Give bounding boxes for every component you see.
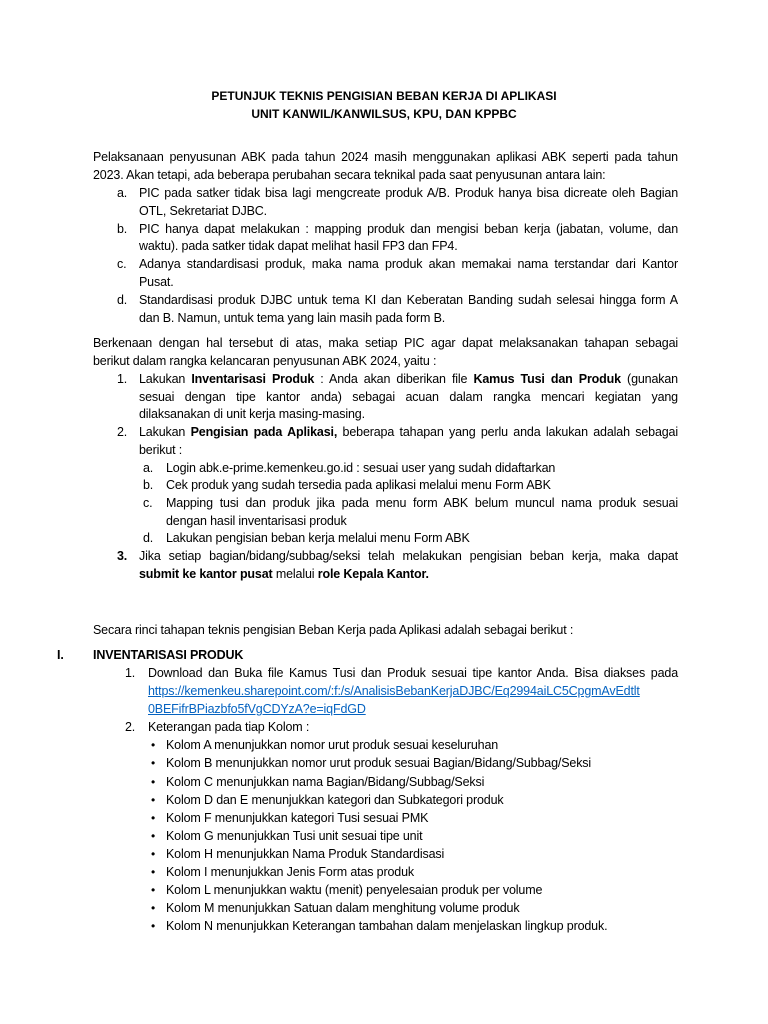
substep-line: Lakukan pengisian beban kerja melalui menu Form ABK xyxy=(166,531,470,546)
list-marker: a. xyxy=(117,186,128,200)
bullet-text: Kolom A menunjukkan nomor urut produk sesuai keseluruhan xyxy=(166,738,499,753)
change-item-c xyxy=(117,256,678,292)
step-item-1 xyxy=(117,371,678,424)
bullet-item xyxy=(151,881,678,899)
bold-term: Kamus Tusi dan Produk xyxy=(473,372,621,386)
change-line: Adanya standardisasi produk, maka nama produk akan memakai nama terstandar dari Kantor xyxy=(139,257,678,272)
bullet-text: Kolom H menunjukkan Nama Produk Standardisasi xyxy=(166,846,445,861)
steps-intro-line: Berkenaan dengan hal tersebut di atas, maka setiap PIC agar dapat melaksanakan tahapan sebagai xyxy=(93,336,678,350)
change-line: waktu). pada satker tidak dapat melihat hasil FP3 dan FP4. xyxy=(139,239,458,254)
bullet-icon: • xyxy=(151,810,156,825)
text-segment: : Anda akan diberikan file xyxy=(314,372,474,386)
bullet-item xyxy=(151,773,678,791)
change-line: Standardisasi produk DJBC untuk tema KI dan Keberatan Banding sudah selesai hingga form A xyxy=(139,292,678,307)
section-1-heading: INVENTARISASI PRODUK xyxy=(93,648,244,662)
sharepoint-link[interactable] xyxy=(148,682,678,718)
steps-list xyxy=(117,371,678,583)
change-item-d xyxy=(117,292,678,328)
changes-list xyxy=(117,185,678,327)
change-line: PIC pada satker tidak bisa lagi mengcreate produk A/B. Produk hanya bisa dicreate oleh Bagian xyxy=(139,186,678,200)
bullet-text: Kolom I menunjukkan Jenis Form atas produk xyxy=(166,865,414,880)
bullet-icon: • xyxy=(151,865,156,880)
link-text-line-1[interactable]: https://kemenkeu.sharepoint.com/:f:/s/AnalisisBebanKerjaDJBC/Eq2994aiLC5CpgmAvEdtlt xyxy=(148,684,640,699)
step-item-2 xyxy=(117,424,678,548)
bullet-icon: • xyxy=(151,774,156,789)
intro-line: 2023. Akan tetapi, ada beberapa perubahan secara teknikal pada saat penyusunan antara lain: xyxy=(93,167,606,182)
steps-intro-paragraph xyxy=(93,335,678,371)
bullet-item xyxy=(151,845,678,863)
substep-marker: d. xyxy=(143,531,154,546)
text-segment: Lakukan xyxy=(139,372,192,386)
bullet-icon: • xyxy=(151,883,156,898)
change-item-b xyxy=(117,221,678,257)
item-line: Keterangan pada tiap Kolom : xyxy=(148,720,310,735)
step-number: 2. xyxy=(117,425,128,440)
bullet-icon: • xyxy=(151,756,156,771)
steps-intro-line: berikut dalam rangka kelancaran penyusunan ABK 2024, yaitu : xyxy=(93,353,437,368)
substep-item-a xyxy=(143,460,678,478)
bullet-text: Kolom C menunjukkan nama Bagian/Bidang/Subbag/Seksi xyxy=(166,774,485,789)
bullet-icon: • xyxy=(151,919,156,934)
substep-line: Mapping tusi dan produk jika pada menu form ABK belum muncul nama produk sesuai xyxy=(166,495,678,510)
bullet-text: Kolom M menunjukkan Satuan dalam menghitung volume produk xyxy=(166,901,520,916)
bullet-text: Kolom D dan E menunjukkan kategori dan Subkategori produk xyxy=(166,792,504,807)
bullet-item xyxy=(151,754,678,772)
text-segment: beberapa tahapan yang perlu anda lakukan adalah sebagai xyxy=(337,425,678,440)
column-description-list xyxy=(151,736,678,935)
title-line-1: PETUNJUK TEKNIS PENGISIAN BEBAN KERJA DI APLIKASI xyxy=(211,89,557,103)
substep-marker: b. xyxy=(143,478,154,493)
link-text-line-2[interactable]: 0BEFifrBPiazbfo5fVgCDYzA?e=iqFdGD xyxy=(148,702,366,717)
step-line: sesuai dengan tipe kantor anda) sebagai acuan dalam rangka mencari kegiatan yang xyxy=(139,389,678,404)
bullet-item xyxy=(151,827,678,845)
substep-line: Cek produk yang sudah tersedia pada aplikasi melalui menu Form ABK xyxy=(166,478,551,493)
change-line: Pusat. xyxy=(139,274,174,289)
text-segment: (gunakan xyxy=(620,372,678,386)
step-line: Jika setiap bagian/bidang/subbag/seksi telah melakukan pengisian beban kerja, maka dapat xyxy=(139,549,678,564)
step-number: 3. xyxy=(117,549,128,564)
bullet-icon: • xyxy=(151,846,156,861)
bullet-text: Kolom N menunjukkan Keterangan tambahan dalam menjelaskan lingkup produk. xyxy=(166,919,608,934)
substep-item-d xyxy=(143,530,678,548)
bullet-icon: • xyxy=(151,828,156,843)
bold-term: submit ke kantor pusat xyxy=(139,566,273,581)
section-1-item-1 xyxy=(125,664,678,718)
substep-item-c xyxy=(143,495,678,530)
substep-item-b xyxy=(143,477,678,495)
change-line: OTL, Sekretariat DJBC. xyxy=(139,203,267,218)
bullet-text: Kolom B menunjukkan nomor urut produk sesuai Bagian/Bidang/Subbag/Seksi xyxy=(166,756,592,771)
bullet-icon: • xyxy=(151,792,156,807)
step-item-3 xyxy=(117,548,678,583)
change-item-a xyxy=(117,185,678,221)
bullet-item xyxy=(151,736,678,754)
step-line xyxy=(139,424,678,442)
intro-paragraph xyxy=(93,149,678,185)
bullet-icon: • xyxy=(151,901,156,916)
substep-marker: a. xyxy=(143,460,154,475)
change-line: dan B. Namun, untuk tema yang lain masih pada form B. xyxy=(139,310,446,325)
bullet-icon: • xyxy=(151,738,156,753)
bullet-item xyxy=(151,863,678,881)
bullet-item xyxy=(151,809,678,827)
text-segment: Lakukan xyxy=(139,425,191,440)
detail-intro: Secara rinci tahapan teknis pengisian Beban Kerja pada Aplikasi adalah sebagai berikut : xyxy=(93,623,574,637)
bullet-text: Kolom G menunjukkan Tusi unit sesuai tipe unit xyxy=(166,828,423,843)
bold-term: Pengisian pada Aplikasi, xyxy=(190,425,338,440)
item-number: 2. xyxy=(125,720,136,735)
substeps-list xyxy=(143,460,678,549)
bold-term: role Kepala Kantor. xyxy=(317,566,429,581)
item-number: 1. xyxy=(125,666,136,680)
document-title xyxy=(0,87,768,123)
step-line xyxy=(139,566,678,584)
substep-line: Login abk.e-prime.kemenkeu.go.id : sesuai user yang sudah didaftarkan xyxy=(166,460,556,475)
bullet-item xyxy=(151,917,678,935)
step-line: dilaksanakan di unit kerja masing-masing. xyxy=(139,407,365,422)
list-marker: d. xyxy=(117,292,128,307)
bold-term: Inventarisasi Produk xyxy=(191,372,315,386)
title-line-2: UNIT KANWIL/KANWILSUS, KPU, DAN KPPBC xyxy=(251,107,517,121)
section-1-list xyxy=(125,664,678,935)
section-1-numeral: I. xyxy=(57,648,64,662)
substep-marker: c. xyxy=(143,495,153,510)
change-line: PIC hanya dapat melakukan : mapping produk dan mengisi beban kerja (jabatan, volume, dan xyxy=(139,221,678,236)
section-1-item-2 xyxy=(125,718,678,935)
bullet-text: Kolom F menunjukkan kategori Tusi sesuai PMK xyxy=(166,810,429,825)
step-number: 1. xyxy=(117,372,128,386)
intro-line: Pelaksanaan penyusunan ABK pada tahun 2024 masih menggunakan aplikasi ABK seperti pada tahun xyxy=(93,150,678,164)
list-marker: c. xyxy=(117,257,127,272)
bullet-text: Kolom L menunjukkan waktu (menit) penyelesaian produk per volume xyxy=(166,883,543,898)
list-marker: b. xyxy=(117,221,128,236)
bullet-item xyxy=(151,899,678,917)
step-line: berikut : xyxy=(139,442,183,457)
bullet-item xyxy=(151,791,678,809)
text-segment: melalui xyxy=(272,566,318,581)
step-line xyxy=(139,371,678,389)
substep-line: dengan hasil inventarisasi produk xyxy=(166,513,347,528)
item-line: Download dan Buka file Kamus Tusi dan Produk sesuai tipe kantor Anda. Bisa diakses pada xyxy=(148,666,678,680)
